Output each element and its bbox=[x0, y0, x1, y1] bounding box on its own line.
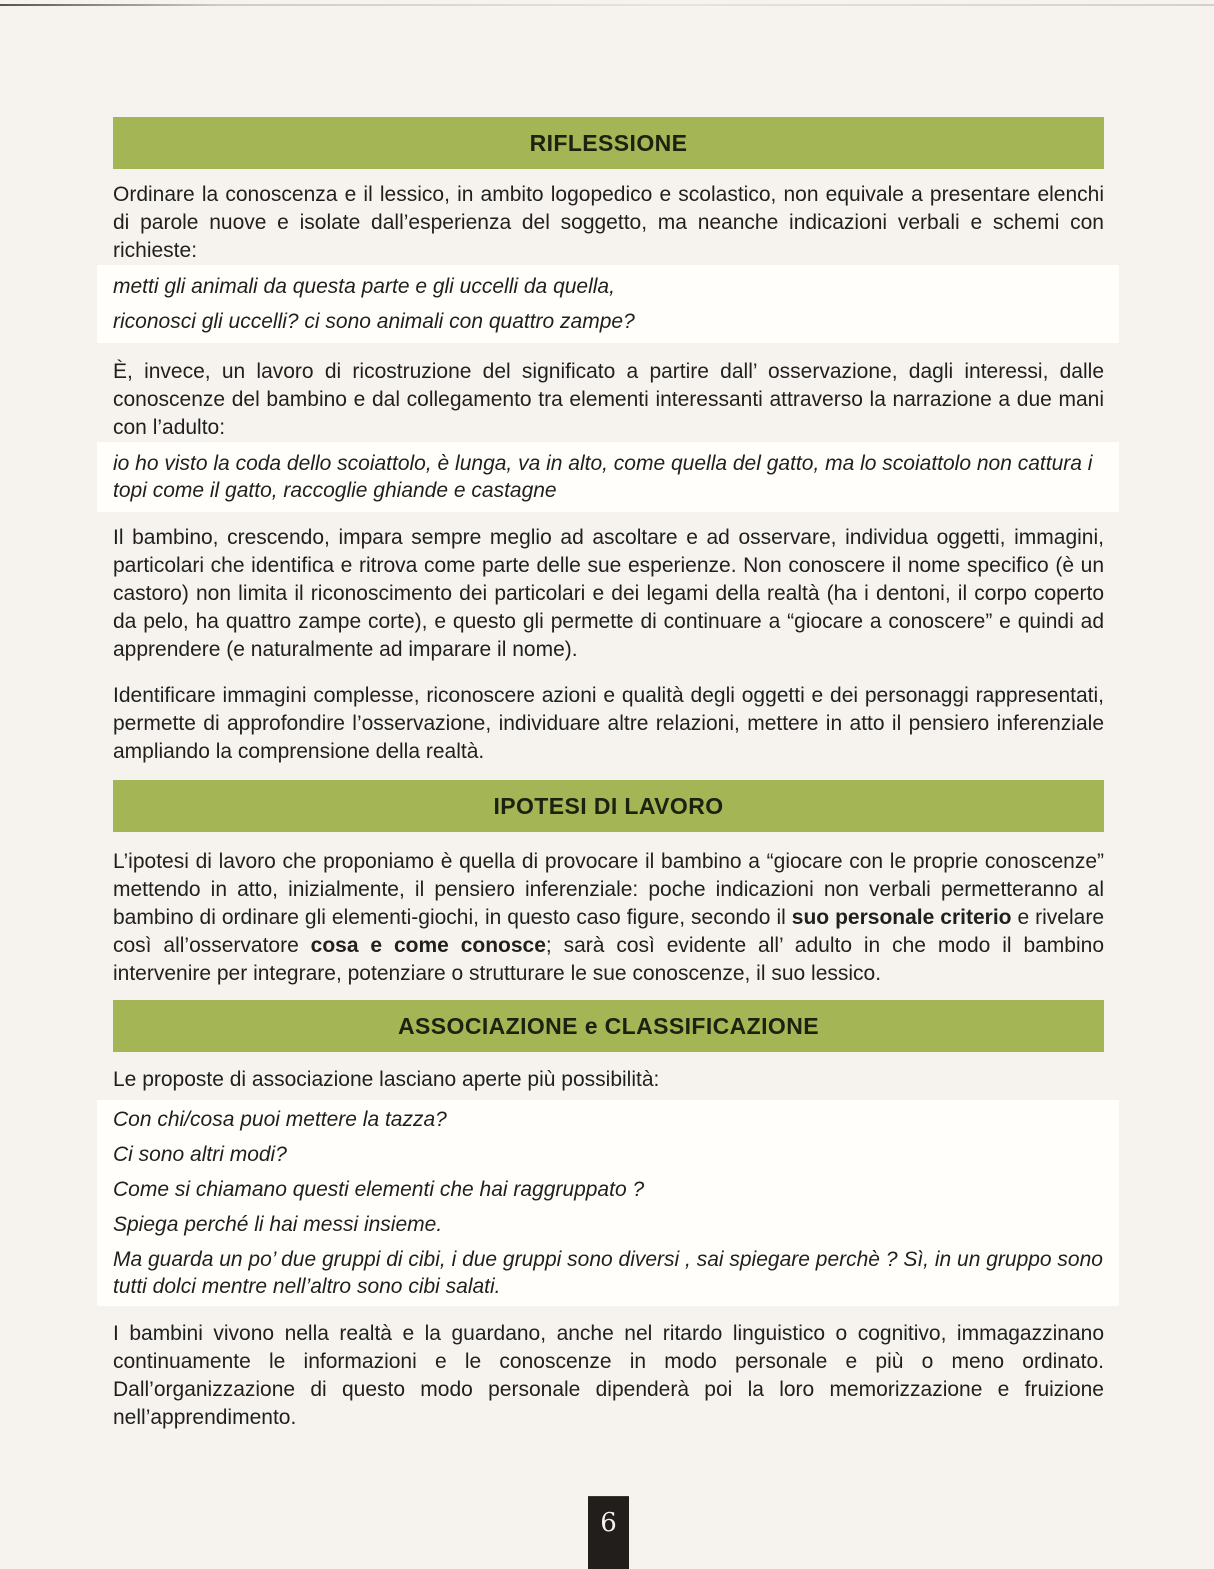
section-title: RIFLESSIONE bbox=[529, 129, 688, 156]
section-title: ASSOCIAZIONE e CLASSIFICAZIONE bbox=[398, 1012, 819, 1039]
bold-text-segment: suo personale criterio bbox=[791, 906, 1012, 929]
paragraph-le-proposte: Le proposte di associazione lasciano aperte più possibilità: bbox=[113, 1068, 660, 1091]
quote-block-associazione bbox=[97, 1100, 1119, 1306]
text-segment: L’ipotesi di lavoro che proponiamo è quella di provocare il bambino a “giocare con le proprie conoscenze” mettendo in atto, inizialmente, il pensiero inferenziale: poche indicazioni non verbali permetteranno al bambino di ordinare gli elementi-giochi, in questo caso figure, secondo il bbox=[113, 850, 1104, 929]
quote-line: Ci sono altri modi? bbox=[113, 1143, 287, 1166]
document-content bbox=[113, 0, 1104, 1432]
quote-line: Con chi/cosa puoi mettere la tazza? bbox=[113, 1108, 447, 1131]
bold-text-segment: cosa e come conosce bbox=[310, 934, 546, 957]
section-title: IPOTESI DI LAVORO bbox=[493, 792, 724, 819]
paragraph-ipotesi bbox=[113, 848, 1104, 988]
quote-line: Spiega perché li hai messi insieme. bbox=[113, 1213, 443, 1236]
section-header-riflessione bbox=[113, 117, 1104, 169]
section-header-ipotesi bbox=[113, 780, 1104, 832]
section-header-associazione bbox=[113, 1000, 1104, 1052]
paragraph-identificare: Identificare immagini complesse, riconoscere azioni e qualità degli oggetti e dei personaggi rappresentati, permette di approfondire l’osservazione, individuare altre relazioni, mettere in atto il pensiero inferenziale ampliando la comprensione della realtà. bbox=[113, 684, 1104, 763]
quote-line: Come si chiamano questi elementi che hai raggruppato ? bbox=[113, 1178, 645, 1201]
paragraph-ordinare: Ordinare la conoscenza e il lessico, in ambito logopedico e scolastico, non equivale a presentare elenchi di parole nuove e isolate dall’esperienza del soggetto, ma neanche indicazioni verbali e schemi con richieste: bbox=[113, 183, 1104, 262]
quote-line: Ma guarda un po’ due gruppi di cibi, i due gruppi sono diversi , sai spiegare perchè ? Sì, in un gruppo sono tutti dolci mentre nell’altro sono cibi salati. bbox=[113, 1248, 1103, 1298]
paragraph-il-bambino: Il bambino, crescendo, impara sempre meglio ad ascoltare e ad osservare, individua oggetti, immagini, particolari che identifica e ritrova come parte delle sue esperienze. Non conoscere il nome specifico (è un castoro) non limita il riconoscimento dei particolari e dei legami della realtà (ha i dentoni, il corpo coperto da pelo, ha quattro zampe corte), e questo gli permette di continuare a “giocare a conoscere” e quindi ad apprendere (e naturalmente ad imparare il nome). bbox=[113, 526, 1104, 661]
paragraph-i-bambini: I bambini vivono nella realtà e la guardano, anche nel ritardo linguistico o cognitivo, immagazzinano continuamente le informazioni e le conoscenze in modo personale e più o meno ordinato. Dall’organizzazione di questo modo personale dipenderà poi la loro memorizzazione e fruizione nell’apprendimento. bbox=[113, 1322, 1104, 1429]
page-number: 6 bbox=[600, 1508, 617, 1538]
quote-block-animali bbox=[97, 265, 1119, 343]
quote-block-scoiattolo bbox=[97, 442, 1119, 512]
quote-line: riconosci gli uccelli? ci sono animali con quattro zampe? bbox=[113, 310, 635, 333]
quote-line: io ho visto la coda dello scoiattolo, è lunga, va in alto, come quella del gatto, ma lo scoiattolo non cattura i topi come il gatto, raccoglie ghiande e castagne bbox=[113, 452, 1093, 502]
text-segment: e rivelare così all’osservatore bbox=[113, 906, 1104, 957]
page-number-box bbox=[588, 1496, 629, 1569]
paragraph-e-invece: È, invece, un lavoro di ricostruzione del significato a partire dall’ osservazione, dagli interessi, dalle conoscenze del bambino e dal collegamento tra elementi interessanti attraverso la narrazione a due mani con l’adulto: bbox=[113, 360, 1104, 439]
text-segment: ; sarà così evidente all’ adulto in che modo il bambino intervenire per integrare, potenziare o strutturare le sue conoscenze, il suo lessico. bbox=[113, 934, 1104, 985]
quote-line: metti gli animali da questa parte e gli uccelli da quella, bbox=[113, 275, 615, 298]
